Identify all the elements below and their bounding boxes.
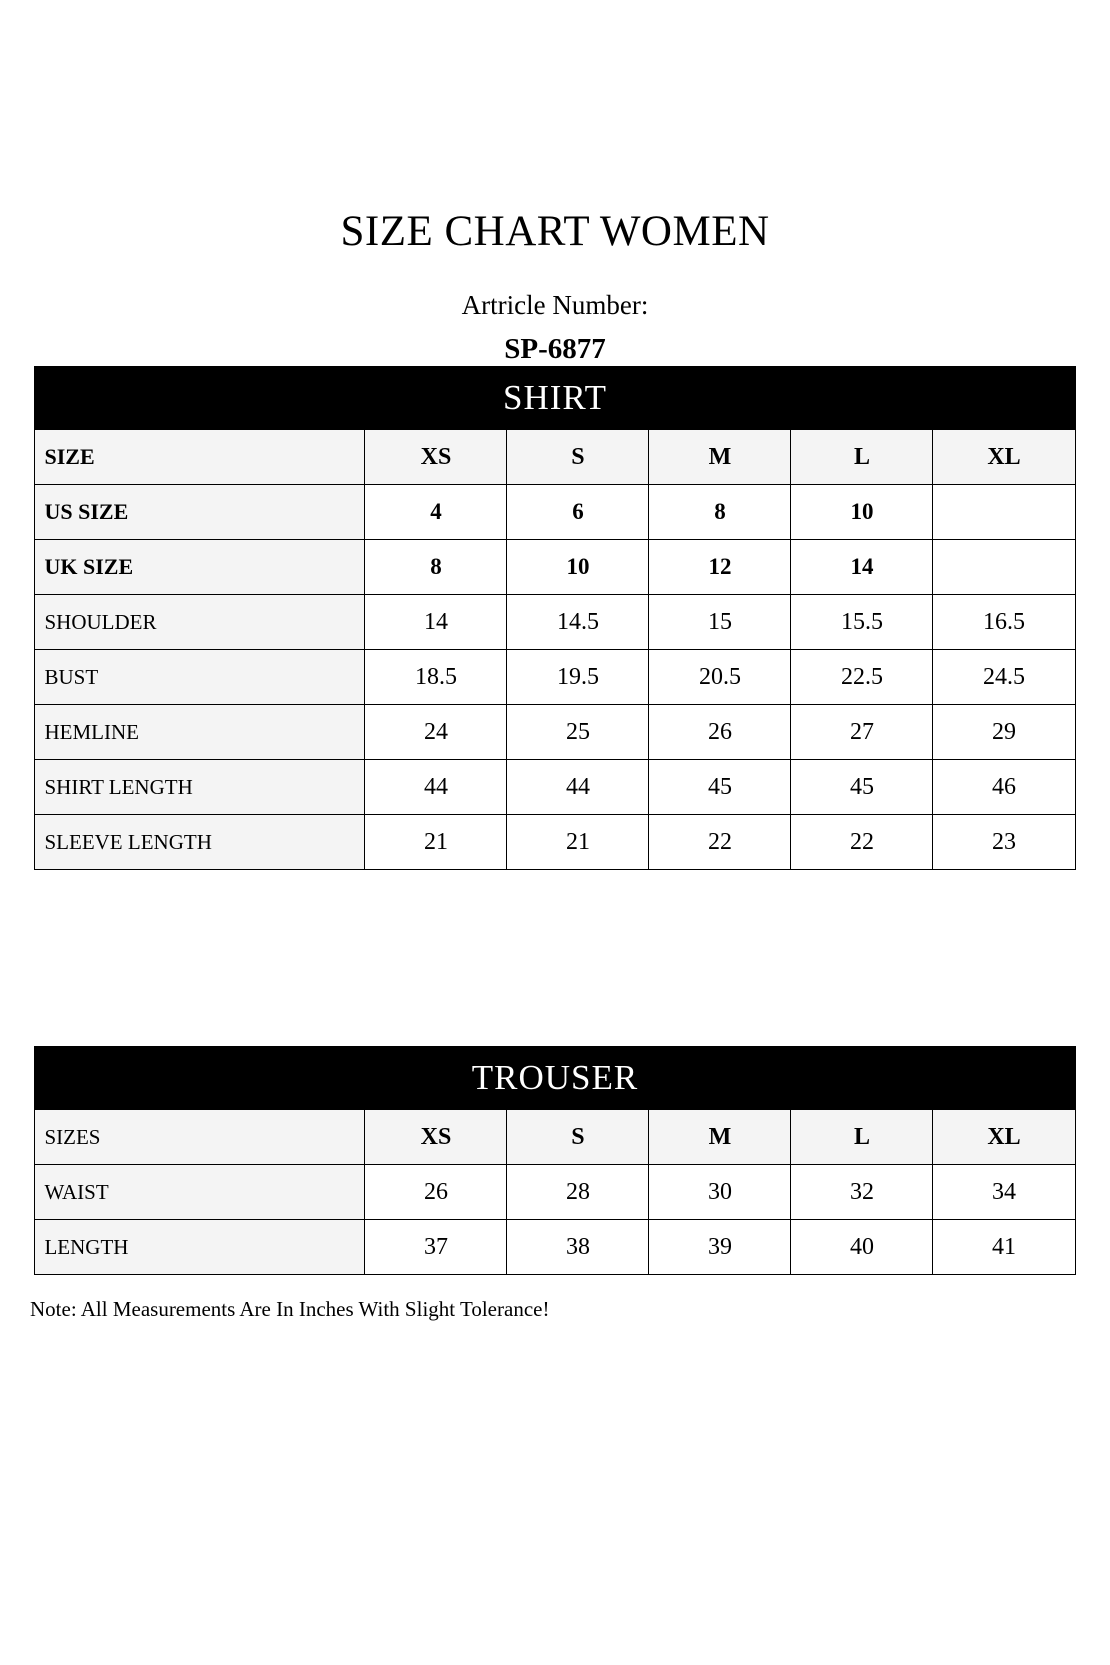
shirt-cell: 10 [791, 485, 933, 540]
shirt-section-header-row [35, 367, 1075, 430]
trouser-row-label: WAIST [35, 1165, 365, 1220]
article-number-label: Artricle Number: [461, 290, 649, 321]
shirt-row-label: UK SIZE [35, 540, 365, 595]
shirt-cell: 22.5 [791, 650, 933, 705]
trouser-size-row-label: SIZES [35, 1110, 365, 1165]
table-row [35, 1165, 1075, 1220]
shirt-size-l: L [791, 430, 933, 485]
table-row [35, 485, 1075, 540]
trouser-cell: 32 [791, 1165, 933, 1220]
shirt-cell: 18.5 [365, 650, 507, 705]
shirt-cell: 46 [933, 760, 1075, 815]
shirt-cell [933, 485, 1075, 540]
shirt-cell: 24.5 [933, 650, 1075, 705]
shirt-cell: 14 [365, 595, 507, 650]
trouser-section-title: TROUSER [35, 1047, 1075, 1110]
trouser-size-l: L [791, 1110, 933, 1165]
shirt-cell: 45 [649, 760, 791, 815]
trouser-size-s: S [507, 1110, 649, 1165]
shirt-cell: 10 [507, 540, 649, 595]
shirt-size-row-label: SIZE [35, 430, 365, 485]
shirt-row-label: SHOULDER [35, 595, 365, 650]
trouser-size-xl: XL [933, 1110, 1075, 1165]
trouser-row-label: LENGTH [35, 1220, 365, 1275]
table-row [35, 815, 1075, 870]
trouser-size-xs: XS [365, 1110, 507, 1165]
shirt-cell: 20.5 [649, 650, 791, 705]
trouser-cell: 38 [507, 1220, 649, 1275]
trouser-size-header-row [35, 1110, 1075, 1165]
table-row [35, 540, 1075, 595]
shirt-row-label: SHIRT LENGTH [35, 760, 365, 815]
shirt-cell: 26 [649, 705, 791, 760]
shirt-section-title: SHIRT [35, 367, 1075, 430]
shirt-cell: 22 [791, 815, 933, 870]
shirt-cell: 44 [507, 760, 649, 815]
shirt-size-header-row [35, 430, 1075, 485]
trouser-cell: 26 [365, 1165, 507, 1220]
shirt-size-xs: XS [365, 430, 507, 485]
trouser-cell: 39 [649, 1220, 791, 1275]
shirt-cell: 15.5 [791, 595, 933, 650]
shirt-cell: 6 [507, 485, 649, 540]
table-row [35, 760, 1075, 815]
trouser-cell: 41 [933, 1220, 1075, 1275]
shirt-row-label: BUST [35, 650, 365, 705]
measurement-note: Note: All Measurements Are In Inches With Slight Tolerance! [30, 1297, 550, 1322]
shirt-cell: 12 [649, 540, 791, 595]
shirt-cell: 21 [365, 815, 507, 870]
shirt-size-xl: XL [933, 430, 1075, 485]
trouser-size-table [34, 1046, 1075, 1275]
shirt-cell: 45 [791, 760, 933, 815]
shirt-row-label: SLEEVE LENGTH [35, 815, 365, 870]
shirt-size-s: S [507, 430, 649, 485]
table-gap-spacer [24, 870, 1086, 1046]
shirt-cell: 22 [649, 815, 791, 870]
table-row [35, 705, 1075, 760]
shirt-cell: 8 [649, 485, 791, 540]
shirt-cell: 25 [507, 705, 649, 760]
shirt-size-m: M [649, 430, 791, 485]
shirt-cell: 4 [365, 485, 507, 540]
shirt-cell: 19.5 [507, 650, 649, 705]
shirt-cell: 24 [365, 705, 507, 760]
shirt-cell: 27 [791, 705, 933, 760]
shirt-cell: 23 [933, 815, 1075, 870]
shirt-cell: 14 [791, 540, 933, 595]
table-row [35, 650, 1075, 705]
shirt-cell: 8 [365, 540, 507, 595]
shirt-cell: 15 [649, 595, 791, 650]
shirt-cell: 21 [507, 815, 649, 870]
shirt-cell: 44 [365, 760, 507, 815]
trouser-cell: 37 [365, 1220, 507, 1275]
trouser-cell: 28 [507, 1165, 649, 1220]
trouser-cell: 30 [649, 1165, 791, 1220]
shirt-cell: 14.5 [507, 595, 649, 650]
table-row [35, 595, 1075, 650]
table-row [35, 1220, 1075, 1275]
trouser-section-header-row [35, 1047, 1075, 1110]
shirt-cell [933, 540, 1075, 595]
shirt-cell: 16.5 [933, 595, 1075, 650]
shirt-size-table [34, 366, 1075, 870]
trouser-cell: 40 [791, 1220, 933, 1275]
trouser-size-m: M [649, 1110, 791, 1165]
article-number-value: SP-6877 [504, 333, 606, 366]
trouser-cell: 34 [933, 1165, 1075, 1220]
page-title: SIZE CHART WOMEN [340, 208, 770, 255]
shirt-cell: 29 [933, 705, 1075, 760]
shirt-row-label: HEMLINE [35, 705, 365, 760]
shirt-row-label: US SIZE [35, 485, 365, 540]
